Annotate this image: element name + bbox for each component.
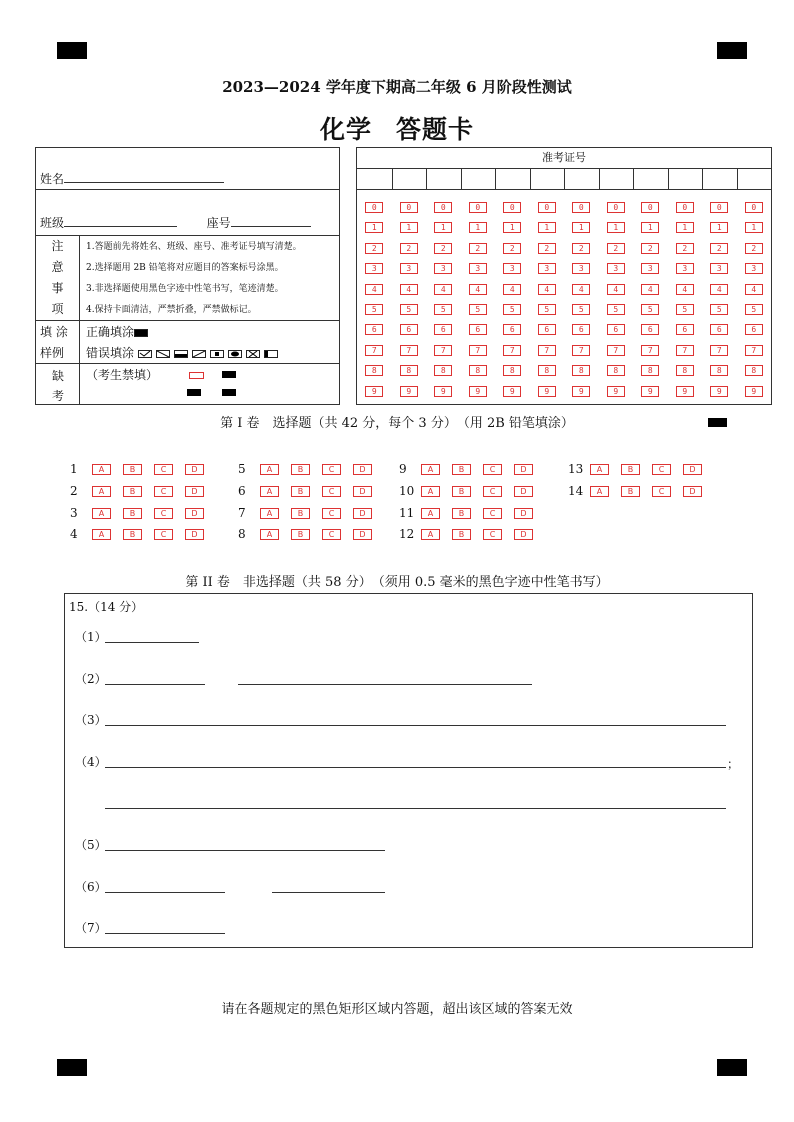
notes-list [86, 237, 302, 321]
absent-mark-bottom-right [222, 389, 236, 396]
note-item: 4.保持卡面清洁，严禁折叠，严禁做标记。 [86, 305, 257, 315]
wrong-fill-example: 错误填涂 [86, 344, 282, 361]
option-bubble-c[interactable]: C [483, 508, 502, 519]
seat-field[interactable] [231, 214, 311, 227]
admission-digit-bubble[interactable]: 2 [607, 243, 625, 254]
option-bubble-b[interactable]: B [291, 529, 310, 540]
admission-digit-bubble[interactable]: 3 [607, 263, 625, 274]
admission-digit-bubble[interactable]: 3 [469, 263, 487, 274]
admission-digit-bubble[interactable]: 7 [400, 345, 418, 356]
question-15-answer-box [64, 593, 753, 948]
admission-cell-divider [737, 168, 738, 189]
card-label: 答题卡 [396, 115, 475, 144]
option-bubble-d[interactable]: D [514, 508, 533, 519]
option-bubble-a[interactable]: A [421, 508, 440, 519]
option-bubble-b[interactable]: B [452, 486, 471, 497]
admission-digit-bubble[interactable]: 7 [434, 345, 452, 356]
admission-digit-bubble[interactable]: 5 [607, 304, 625, 315]
exam-title: 2023—2024 学年度下期高二年级 6 月阶段性测试 [222, 78, 572, 96]
admission-digit-bubble[interactable]: 2 [745, 243, 763, 254]
admission-digit-bubble[interactable]: 4 [434, 284, 452, 295]
admission-digit-bubble[interactable]: 1 [745, 222, 763, 233]
option-bubble-c[interactable]: C [322, 486, 341, 497]
admission-digit-bubble[interactable]: 7 [469, 345, 487, 356]
option-bubble-c[interactable]: C [154, 486, 173, 497]
admission-cell-divider [530, 168, 531, 189]
part-4-semicolon: ； [727, 757, 740, 771]
admission-digit-bubble[interactable]: 9 [745, 386, 763, 397]
admission-digit-bubble[interactable]: 4 [745, 284, 763, 295]
admission-digit-bubble[interactable]: 0 [400, 202, 418, 213]
admission-digit-bubble[interactable]: 6 [538, 324, 556, 335]
wrong-fill-oval-swatch [228, 350, 242, 358]
registration-mark-bottom-right [717, 1059, 747, 1076]
option-bubble-a[interactable]: A [260, 508, 279, 519]
part-4-label: （4） [75, 755, 107, 769]
option-bubble-c[interactable]: C [154, 508, 173, 519]
registration-mark-top-right [717, 42, 747, 59]
admission-digit-bubble[interactable]: 7 [641, 345, 659, 356]
admission-digit-bubble[interactable]: 8 [607, 365, 625, 376]
admission-digit-bubble[interactable]: 1 [434, 222, 452, 233]
question-number: 8 [238, 527, 246, 541]
part-5-label: （5） [75, 838, 107, 852]
section1-title: 第 I 卷 选择题（共 42 分，每个 3 分） （用 2B 铅笔填涂） [220, 416, 574, 431]
admission-digit-bubble[interactable]: 9 [676, 386, 694, 397]
admission-cell-divider [599, 168, 600, 189]
absent-note: （考生禁填） [86, 368, 159, 382]
subject-name: 化学 [319, 115, 372, 144]
part-7-answer-line[interactable] [105, 932, 225, 934]
option-bubble-d[interactable]: D [185, 508, 204, 519]
admission-digit-bubble[interactable]: 0 [745, 202, 763, 213]
option-bubble-a[interactable]: A [92, 508, 111, 519]
admission-digit-bubble[interactable]: 1 [538, 222, 556, 233]
question-number: 6 [238, 484, 246, 498]
question-number: 5 [238, 462, 246, 476]
class-field[interactable] [64, 214, 177, 227]
admission-digit-bubble[interactable]: 9 [503, 386, 521, 397]
admission-digit-bubble[interactable]: 1 [400, 222, 418, 233]
option-bubble-a[interactable]: A [92, 486, 111, 497]
part-1-answer-line[interactable] [105, 641, 199, 643]
admission-digit-bubble[interactable]: 0 [434, 202, 452, 213]
admission-digit-bubble[interactable]: 3 [676, 263, 694, 274]
admission-digit-bubble[interactable]: 4 [641, 284, 659, 295]
option-bubble-d[interactable]: D [353, 529, 372, 540]
admission-digit-bubble[interactable]: 0 [503, 202, 521, 213]
admission-digit-bubble[interactable]: 3 [572, 263, 590, 274]
note-item: 3.非选择题使用黑色字迹中性笔书写，笔迹清楚。 [86, 284, 284, 294]
admission-cell-divider [392, 168, 393, 189]
part-4-answer-line-2[interactable] [105, 807, 726, 809]
option-bubble-b[interactable]: B [621, 464, 640, 475]
admission-digit-bubble[interactable]: 8 [676, 365, 694, 376]
question-number: 11 [399, 506, 415, 520]
admission-digit-bubble[interactable]: 0 [710, 202, 728, 213]
option-bubble-c[interactable]: C [154, 529, 173, 540]
admission-digit-bubble[interactable]: 0 [607, 202, 625, 213]
option-bubble-b[interactable]: B [123, 464, 142, 475]
part-2-label: （2） [75, 672, 107, 686]
option-bubble-d[interactable]: D [185, 464, 204, 475]
admission-digit-bubble[interactable]: 5 [469, 304, 487, 315]
option-bubble-b[interactable]: B [291, 486, 310, 497]
admission-digit-bubble[interactable]: 5 [641, 304, 659, 315]
option-bubble-a[interactable]: A [260, 486, 279, 497]
admission-digit-bubble[interactable]: 3 [400, 263, 418, 274]
part-5-answer-line[interactable] [105, 849, 385, 851]
admission-digit-bubble[interactable]: 8 [400, 365, 418, 376]
option-bubble-c[interactable]: C [322, 464, 341, 475]
admission-digit-bubble[interactable]: 8 [572, 365, 590, 376]
admission-digit-bubble[interactable]: 2 [400, 243, 418, 254]
admission-digit-bubble[interactable]: 7 [710, 345, 728, 356]
registration-mark-top-left [57, 42, 87, 59]
part-3-answer-line[interactable] [105, 724, 726, 726]
option-bubble-d[interactable]: D [683, 464, 702, 475]
admission-digit-bubble[interactable]: 6 [710, 324, 728, 335]
admission-digit-bubble[interactable]: 0 [641, 202, 659, 213]
option-bubble-d[interactable]: D [514, 529, 533, 540]
option-bubble-d[interactable]: D [185, 529, 204, 540]
admission-cell-divider [426, 168, 427, 189]
admission-cell-divider [495, 168, 496, 189]
admission-digit-bubble[interactable]: 1 [676, 222, 694, 233]
admission-digit-bubble[interactable]: 6 [641, 324, 659, 335]
admission-digit-bubble[interactable]: 0 [572, 202, 590, 213]
part-6-answer-line-1[interactable] [105, 891, 225, 893]
admission-digit-bubble[interactable]: 9 [710, 386, 728, 397]
wrong-fill-half-swatch [174, 350, 188, 358]
admission-digit-bubble[interactable]: 6 [469, 324, 487, 335]
fill-example-label-1: 填 涂 [40, 325, 68, 339]
option-bubble-c[interactable]: C [483, 464, 502, 475]
admission-digit-bubble[interactable]: 8 [710, 365, 728, 376]
admission-digit-bubble[interactable]: 9 [434, 386, 452, 397]
admission-digit-bubble[interactable]: 4 [365, 284, 383, 295]
question-number: 3 [70, 506, 78, 520]
note-item: 2.选择题用 2B 铅笔将对应题目的答案标号涂黑。 [86, 263, 284, 273]
admission-digit-bubble[interactable]: 8 [503, 365, 521, 376]
part-2-answer-line-2[interactable] [238, 683, 532, 685]
admission-digit-bubble[interactable]: 4 [469, 284, 487, 295]
option-bubble-b[interactable]: B [291, 464, 310, 475]
part-1-label: （1） [75, 630, 107, 644]
admission-digit-bubble[interactable]: 5 [503, 304, 521, 315]
admission-digit-bubble[interactable]: 9 [572, 386, 590, 397]
name-label: 姓名 [40, 172, 65, 186]
admission-digit-bubble[interactable]: 7 [607, 345, 625, 356]
admission-digit-bubble[interactable]: 2 [538, 243, 556, 254]
wrong-fill-backslash-swatch [156, 350, 170, 358]
admission-digit-bubble[interactable]: 2 [434, 243, 452, 254]
admission-digit-bubble[interactable]: 7 [572, 345, 590, 356]
admission-digit-bubble[interactable]: 7 [503, 345, 521, 356]
option-bubble-a[interactable]: A [260, 529, 279, 540]
wrong-fill-dot-swatch [210, 350, 224, 358]
admission-digit-bubble[interactable]: 5 [400, 304, 418, 315]
admission-digit-bubble[interactable]: 1 [572, 222, 590, 233]
admission-digit-bubble[interactable]: 2 [365, 243, 383, 254]
question-number: 9 [399, 462, 407, 476]
admission-digit-bubble[interactable]: 8 [365, 365, 383, 376]
admission-cell-divider [461, 168, 462, 189]
subject-title [0, 110, 794, 146]
absent-mark-bottom-left [187, 389, 201, 396]
option-bubble-b[interactable]: B [452, 508, 471, 519]
admission-digit-bubble[interactable]: 0 [469, 202, 487, 213]
question-number: 7 [238, 506, 246, 520]
option-bubble-c[interactable]: C [483, 486, 502, 497]
wrong-fill-cross-swatch [246, 350, 260, 358]
admission-digit-bubble[interactable]: 6 [434, 324, 452, 335]
admission-digit-bubble[interactable]: 2 [676, 243, 694, 254]
option-bubble-d[interactable]: D [353, 464, 372, 475]
notes-label: 注 意 事 项 [51, 239, 64, 316]
admission-digit-bubble[interactable]: 1 [503, 222, 521, 233]
option-bubble-b[interactable]: B [123, 486, 142, 497]
admission-digit-bubble[interactable]: 9 [365, 386, 383, 397]
admission-digit-bubble[interactable]: 7 [538, 345, 556, 356]
absent-label-1: 缺 [52, 369, 65, 383]
admission-digit-bubble[interactable]: 0 [676, 202, 694, 213]
question-number: 13 [568, 462, 584, 476]
note-item: 1.答题前先将姓名、班级、座号、准考证号填写清楚。 [86, 242, 302, 252]
admission-digit-bubble[interactable]: 3 [434, 263, 452, 274]
admission-number-write-cells [357, 168, 771, 190]
option-bubble-a[interactable]: A [92, 464, 111, 475]
admission-digit-bubble[interactable]: 8 [469, 365, 487, 376]
admission-digit-bubble[interactable]: 2 [503, 243, 521, 254]
admission-digit-bubble[interactable]: 6 [607, 324, 625, 335]
class-row [40, 214, 311, 231]
absent-bubble[interactable] [189, 372, 204, 379]
admission-digit-bubble[interactable]: 4 [572, 284, 590, 295]
admission-digit-bubble[interactable]: 0 [538, 202, 556, 213]
option-bubble-c[interactable]: C [652, 464, 671, 475]
absent-label-2: 考 [52, 389, 65, 403]
option-bubble-c[interactable]: C [483, 529, 502, 540]
admission-digit-bubble[interactable]: 4 [676, 284, 694, 295]
admission-digit-bubble[interactable]: 9 [538, 386, 556, 397]
option-bubble-d[interactable]: D [514, 486, 533, 497]
question-number: 10 [399, 484, 415, 498]
admission-digit-bubble[interactable]: 9 [400, 386, 418, 397]
admission-digit-bubble[interactable]: 5 [710, 304, 728, 315]
option-bubble-a[interactable]: A [421, 464, 440, 475]
option-bubble-a[interactable]: A [421, 486, 440, 497]
option-bubble-d[interactable]: D [683, 486, 702, 497]
question-15-header: 15.（14 分） [69, 600, 144, 614]
option-bubble-d[interactable]: D [185, 486, 204, 497]
wrong-fill-check-swatch [138, 350, 152, 358]
admission-digit-bubble[interactable]: 9 [469, 386, 487, 397]
option-bubble-a[interactable]: A [421, 529, 440, 540]
option-bubble-c[interactable]: C [154, 464, 173, 475]
admission-digit-bubble[interactable]: 8 [745, 365, 763, 376]
admission-cell-divider [564, 168, 565, 189]
admission-digit-bubble[interactable]: 1 [641, 222, 659, 233]
option-bubble-b[interactable]: B [123, 508, 142, 519]
admission-cell-divider [633, 168, 634, 189]
option-bubble-b[interactable]: B [621, 486, 640, 497]
option-bubble-b[interactable]: B [452, 529, 471, 540]
question-number: 2 [70, 484, 78, 498]
admission-digit-bubble[interactable]: 9 [641, 386, 659, 397]
admission-digit-bubble[interactable]: 4 [400, 284, 418, 295]
option-bubble-b[interactable]: B [123, 529, 142, 540]
part-6-answer-line-2[interactable] [272, 891, 385, 893]
part-4-answer-line-1[interactable] [105, 766, 726, 768]
option-bubble-c[interactable]: C [652, 486, 671, 497]
admission-digit-bubble[interactable]: 5 [538, 304, 556, 315]
admission-digit-bubble[interactable]: 8 [641, 365, 659, 376]
part-3-label: （3） [75, 713, 107, 727]
correct-fill-swatch [134, 329, 148, 337]
name-row [40, 170, 224, 187]
admission-digit-bubble[interactable]: 3 [641, 263, 659, 274]
option-bubble-d[interactable]: D [353, 486, 372, 497]
admission-digit-bubble[interactable]: 6 [676, 324, 694, 335]
class-label: 班级 [40, 216, 65, 230]
admission-digit-bubble[interactable]: 3 [710, 263, 728, 274]
admission-digit-bubble[interactable]: 2 [641, 243, 659, 254]
admission-digit-bubble[interactable]: 2 [469, 243, 487, 254]
option-bubble-a[interactable]: A [260, 464, 279, 475]
part-7-label: （7） [75, 921, 107, 935]
option-bubble-d[interactable]: D [353, 508, 372, 519]
admission-digit-bubble[interactable]: 7 [745, 345, 763, 356]
admission-digit-bubble[interactable]: 2 [710, 243, 728, 254]
section1-timing-mark [708, 418, 727, 427]
option-bubble-c[interactable]: C [322, 529, 341, 540]
admission-digit-bubble[interactable]: 7 [676, 345, 694, 356]
admission-digit-bubble[interactable]: 6 [745, 324, 763, 335]
part-6-label: （6） [75, 880, 107, 894]
part-2-answer-line-1[interactable] [105, 683, 205, 685]
admission-digit-bubble[interactable]: 1 [710, 222, 728, 233]
admission-digit-bubble[interactable]: 3 [365, 263, 383, 274]
admission-cell-divider [702, 168, 703, 189]
admission-digit-bubble[interactable]: 8 [434, 365, 452, 376]
admission-digit-bubble[interactable]: 8 [538, 365, 556, 376]
footer-note: 请在各题规定的黑色矩形区域内答题，超出该区域的答案无效 [221, 1002, 573, 1017]
admission-digit-bubble[interactable]: 6 [365, 324, 383, 335]
question-number: 12 [399, 527, 415, 541]
question-number: 14 [568, 484, 584, 498]
seat-label: 座号 [206, 216, 231, 230]
option-bubble-c[interactable]: C [322, 508, 341, 519]
admission-digit-bubble[interactable]: 6 [572, 324, 590, 335]
correct-fill-example: 正确填涂 [86, 323, 152, 340]
admission-digit-bubble[interactable]: 3 [503, 263, 521, 274]
admission-number-grid [356, 147, 772, 405]
admission-digit-bubble[interactable]: 6 [400, 324, 418, 335]
admission-digit-bubble[interactable]: 2 [572, 243, 590, 254]
admission-digit-bubble[interactable]: 5 [676, 304, 694, 315]
admission-digit-bubble[interactable]: 5 [434, 304, 452, 315]
admission-digit-bubble[interactable]: 4 [538, 284, 556, 295]
wrong-fill-slash-swatch [192, 350, 206, 358]
section2-title: 第 II 卷 非选择题（共 58 分） （须用 0.5 毫米的黑色字迹中性笔书写） [185, 575, 609, 590]
admission-digit-bubble[interactable]: 3 [745, 263, 763, 274]
fill-example-label-2: 样例 [40, 346, 65, 360]
admission-digit-bubble[interactable]: 7 [365, 345, 383, 356]
option-bubble-a[interactable]: A [92, 529, 111, 540]
admission-digit-bubble[interactable]: 1 [607, 222, 625, 233]
option-bubble-a[interactable]: A [590, 486, 609, 497]
absent-mark-top [222, 371, 236, 378]
question-number: 4 [70, 527, 78, 541]
name-field[interactable] [64, 170, 224, 183]
admission-digit-bubble[interactable]: 1 [365, 222, 383, 233]
admission-cell-divider [668, 168, 669, 189]
registration-mark-bottom-left [57, 1059, 87, 1076]
option-bubble-a[interactable]: A [590, 464, 609, 475]
question-number: 1 [70, 462, 78, 476]
wrong-fill-partial-swatch [264, 350, 278, 358]
admission-digit-bubble[interactable]: 4 [710, 284, 728, 295]
admission-digit-bubble[interactable]: 3 [538, 263, 556, 274]
admission-digit-bubble[interactable]: 5 [365, 304, 383, 315]
admission-digit-bubble[interactable]: 0 [365, 202, 383, 213]
option-bubble-b[interactable]: B [291, 508, 310, 519]
admission-digit-bubble[interactable]: 1 [469, 222, 487, 233]
admission-digit-bubble[interactable]: 5 [572, 304, 590, 315]
admission-digit-bubble[interactable]: 6 [503, 324, 521, 335]
admission-digit-bubble[interactable]: 4 [607, 284, 625, 295]
admission-number-title: 准考证号 [357, 148, 771, 169]
admission-digit-bubble[interactable]: 4 [503, 284, 521, 295]
option-bubble-b[interactable]: B [452, 464, 471, 475]
option-bubble-d[interactable]: D [514, 464, 533, 475]
student-info-box [35, 147, 340, 405]
admission-digit-bubble[interactable]: 5 [745, 304, 763, 315]
admission-digit-bubble[interactable]: 9 [607, 386, 625, 397]
